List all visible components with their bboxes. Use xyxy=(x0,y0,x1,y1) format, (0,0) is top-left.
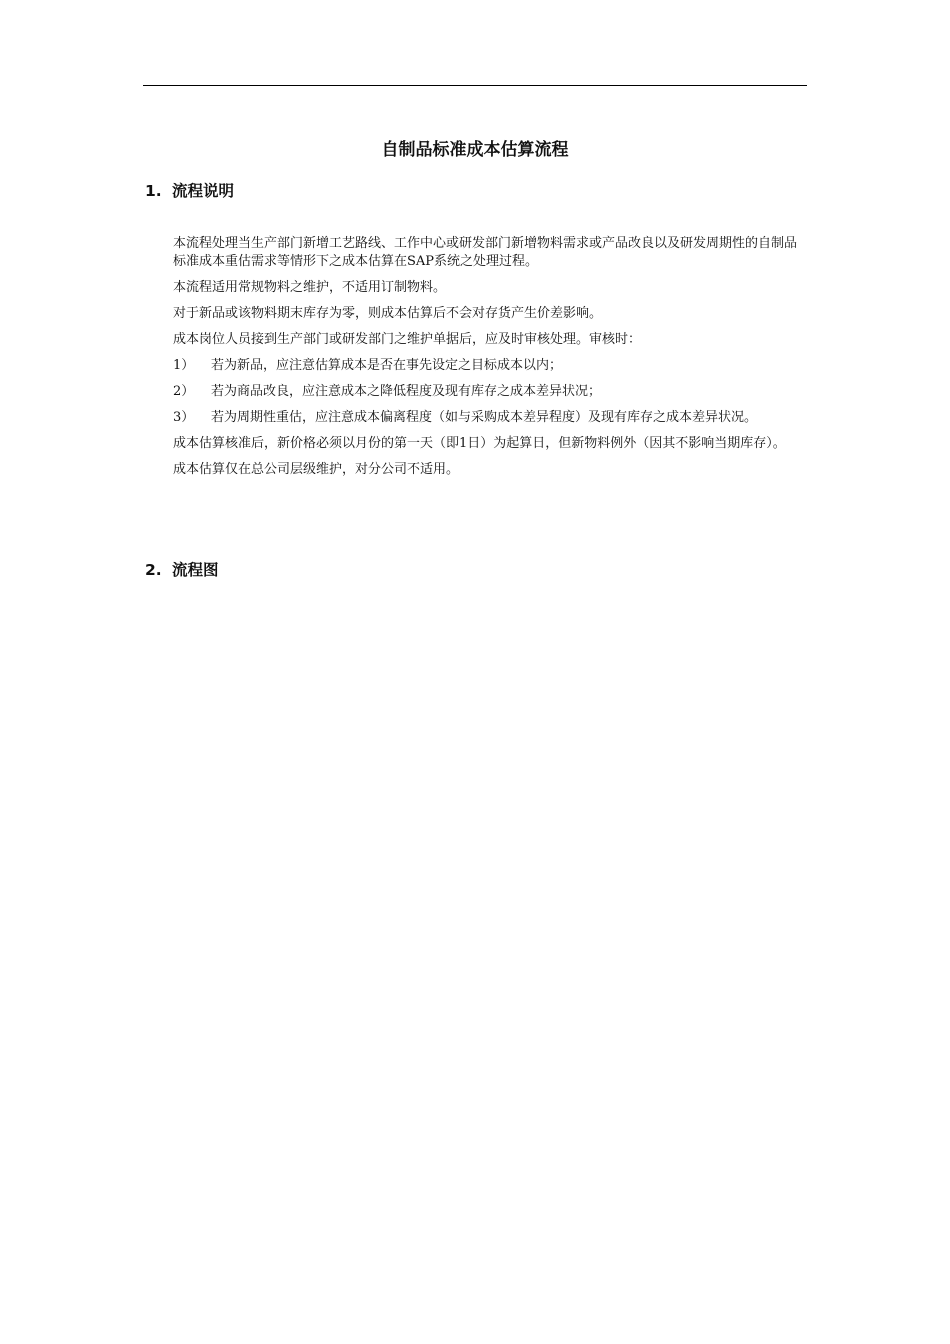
list-marker: 1） xyxy=(173,358,195,373)
header-rule xyxy=(143,85,807,86)
review-item xyxy=(173,383,809,401)
section-title: 流程图 xyxy=(172,561,219,579)
list-text: 若为商品改良，应注意成本之降低程度及现有库存之成本差异状况； xyxy=(211,384,602,399)
paragraph: 成本岗位人员接到生产部门或研发部门之维护单据后，应及时审核处理。审核时： xyxy=(173,332,642,347)
section-1-body xyxy=(173,235,809,487)
document-title: 自制品标准成本估算流程 xyxy=(381,140,569,160)
section-number: 1. xyxy=(145,182,162,200)
section-heading-2 xyxy=(145,559,219,581)
paragraph: 本流程处理当生产部门新增工艺路线、工作中心或研发部门新增物料需求或产品改良以及研发周期性的自制品标准成本重估需求等情形下之成本估算在SAP系统之处理过程。 xyxy=(173,236,798,269)
list-text: 若为新品，应注意估算成本是否在事先设定之目标成本以内； xyxy=(211,358,563,373)
list-marker: 3） xyxy=(173,410,195,425)
review-item xyxy=(173,357,809,375)
review-item xyxy=(173,409,809,427)
section-title: 流程说明 xyxy=(172,182,235,200)
paragraph: 成本估算核准后，新价格必须以月份的第一天（即1日）为起算日，但新物料例外（因其不影响当期库存）。 xyxy=(173,436,786,451)
list-text: 若为周期性重估，应注意成本偏离程度（如与采购成本差异程度）及现有库存之成本差异状况。 xyxy=(211,410,758,425)
section-heading-1 xyxy=(145,180,234,202)
section-number: 2. xyxy=(145,561,162,579)
paragraph: 本流程适用常规物料之维护，不适用订制物料。 xyxy=(173,280,447,295)
paragraph: 对于新品或该物料期末库存为零，则成本估算后不会对存货产生价差影响。 xyxy=(173,306,603,321)
list-marker: 2） xyxy=(173,384,195,399)
paragraph: 成本估算仅在总公司层级维护，对分公司不适用。 xyxy=(173,462,460,477)
